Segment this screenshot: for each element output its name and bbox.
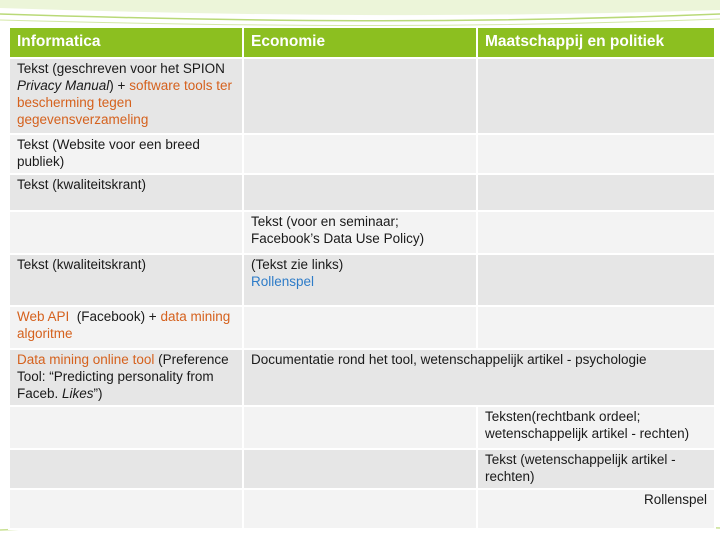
header-economie: Economie [243, 27, 477, 58]
table-cell: Documentatie rond het tool, wetenschappelijk artikel - psychologie [243, 349, 715, 406]
table-cell [243, 489, 477, 529]
table-row [9, 58, 715, 134]
table-cell: Tekst (voor en seminaar; Facebook’s Data Use Policy) [243, 211, 477, 254]
table-row [9, 449, 715, 489]
table-cell [477, 58, 715, 134]
table-cell [9, 211, 243, 254]
table-row [9, 489, 715, 529]
table-cell: Teksten(rechtbank ordeel; wetenschappelijk artikel - rechten) [477, 406, 715, 449]
header-row [9, 27, 715, 58]
table-cell [477, 134, 715, 174]
table-cell [9, 406, 243, 449]
table-row [9, 254, 715, 306]
content-table [8, 26, 716, 530]
table-cell [243, 306, 477, 349]
table-cell: Data mining online tool (Preference Tool: “Predicting personality from Faceb. Likes”) [9, 349, 243, 406]
table-cell [243, 134, 477, 174]
table-cell: Tekst (Website voor een breed publiek) [9, 134, 243, 174]
table-cell [477, 174, 715, 211]
table-cell: Web API (Facebook) + data mining algoritme [9, 306, 243, 349]
table-cell: Tekst (kwaliteitskrant) [9, 254, 243, 306]
table-cell [477, 306, 715, 349]
table-cell [9, 449, 243, 489]
table-cell: (Tekst zie links) Rollenspel [243, 254, 477, 306]
table-cell: Tekst (geschreven voor het SPION Privacy Manual) + software tools ter bescherming tegen gegevensverzameling [9, 58, 243, 134]
table-cell [9, 489, 243, 529]
table-cell [477, 254, 715, 306]
table-cell [243, 406, 477, 449]
table-cell: Rollenspel [477, 489, 715, 529]
table-row [9, 349, 715, 406]
table-row [9, 406, 715, 449]
table-row [9, 306, 715, 349]
table-cell: Tekst (kwaliteitskrant) [9, 174, 243, 211]
table-row [9, 174, 715, 211]
table-row [9, 211, 715, 254]
table-cell [477, 211, 715, 254]
table-row [9, 134, 715, 174]
header-maatschappij: Maatschappij en politiek [477, 27, 715, 58]
table-cell: Tekst (wetenschappelijk artikel - rechten) [477, 449, 715, 489]
table-cell [243, 58, 477, 134]
table-cell [243, 449, 477, 489]
header-informatica: Informatica [9, 27, 243, 58]
table-cell [243, 174, 477, 211]
